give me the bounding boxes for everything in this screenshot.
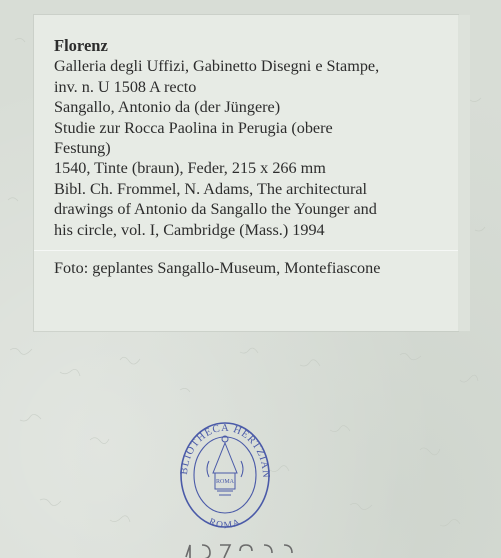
- svg-text:ROMA: ROMA: [215, 479, 235, 485]
- label-line-bibliography-cont: drawings of Antonio da Sangallo the Younger and: [54, 200, 377, 219]
- label-line-collection: Galleria degli Uffizi, Gabinetto Disegni e Stampe,: [54, 57, 380, 76]
- svg-text:BIBLIOTHECA HERTZIANA: BLIOTHECA HERTZIAN: [178, 422, 272, 479]
- svg-text:ROMA: ROMA: [207, 517, 243, 532]
- label-title: Florenz: [54, 36, 108, 55]
- inventory-stamp-number: [180, 541, 320, 558]
- label-line-bibliography-end: his circle, vol. I, Cambridge (Mass.) 1994: [54, 220, 325, 239]
- label-line-bibliography: Bibl. Ch. Frommel, N. Adams, The architectural: [54, 179, 368, 198]
- label-line-subject-cont: Festung): [54, 139, 111, 158]
- photo-credit: Foto: geplantes Sangallo-Museum, Montefiascone: [54, 259, 381, 277]
- library-stamp-icon: [175, 415, 275, 535]
- label-line-artist: Sangallo, Antonio da (der Jüngere): [54, 98, 281, 117]
- library-stamp: [175, 415, 275, 540]
- card-edge: [458, 15, 470, 331]
- numeral-stamp-icon: [180, 541, 320, 558]
- catalog-label: [54, 36, 444, 240]
- label-line-inventory: inv. n. U 1508 A recto: [54, 77, 197, 96]
- label-line-medium: 1540, Tinte (braun), Feder, 215 x 266 mm: [54, 159, 326, 178]
- label-line-subject: Studie zur Rocca Paolina in Perugia (obere: [54, 118, 333, 137]
- label-divider: [34, 250, 458, 251]
